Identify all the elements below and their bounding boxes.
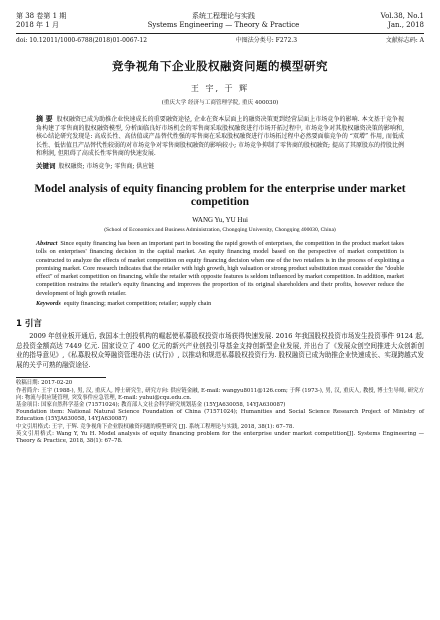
abstract-en-label: Abstract xyxy=(36,239,58,247)
volume-issue-cn: 第 38 卷第 1 期 xyxy=(16,12,67,20)
document-code: 文献标志码: A xyxy=(385,37,424,44)
footnotes xyxy=(16,380,424,445)
footnote-divider xyxy=(16,377,106,378)
header-divider xyxy=(16,33,424,34)
introduction-paragraph: 2009 年创业板开通后, 我国本土创投机构的崛起使私募股权投资市场获得快速发展. 2016 年我国股权投资市场发生投资事件 9124 起, 总投资金额高达 7449 亿元. 国家设立了 400 亿元的新兴产业创投引导基金支持创新型企业发展, 并出台了《发展众创空间推进大众创新创业的指导意见》,《私募股权众筹融资管理办法 (试行)》, 以推动和规范私募股权投资行为. 股权融资已成为助推企业快速成长、实现跨越式发展的关乎可熟的融资途径. xyxy=(16,332,424,369)
footnote-cite-en: 英文引用格式: Wang Y, Yu H. Model analysis of equity financing problem for the enterprise under market competition[J]. Systems Engineering — Theory & Practice, 2018, 38(1): 67–78. xyxy=(16,430,424,445)
title-cn: 竞争视角下企业股权融资问题的模型研究 xyxy=(112,59,328,73)
authors-en: WANG Yu, YU Hui xyxy=(192,215,248,224)
doi: doi: 10.12011/1000-6788(2018)01-0067-12 xyxy=(16,37,148,44)
journal-name-cn: 系统工程理论与实践 xyxy=(191,12,255,20)
date-en: Jan., 2018 xyxy=(388,21,424,29)
affiliation-en: (School of Economics and Business Administration, Chongqing University, Chongqing 400030, China) xyxy=(104,226,336,233)
affiliation-cn: (重庆大学 经济与工商管理学院, 重庆 400030) xyxy=(161,100,279,106)
volume-issue-en: Vol.38, No.1 xyxy=(380,12,424,20)
keywords-cn-label: 关键词 xyxy=(36,161,56,170)
keywords-en xyxy=(36,300,404,308)
abstract-en-text: Since equity financing has been an important part in boosting the rapid growth of enterprises, the competition in the product market takes tolls on enterprises' financing decision in the capital market. An equity financing model based on the perspective of market competition is constructed to analyze the effects of market competition on equity financing decision when one of the two retailers is in the process of exploiting a promising market. Core research indicates that the retailer with high growth, high valuation or strong product substitution must consider the "double effect" of market competition on financing, while the retailer with opposite features is seldom influenced by market competition. In addition, market competition restrains the retailer's equity financing and improves the proportion of its original shareholders and their profits, however reduce the development of high growth retailer. xyxy=(36,239,404,297)
clc-number: 中图法分类号: F272.3 xyxy=(235,37,298,44)
keywords-cn xyxy=(36,162,404,171)
footnote-cite-cn: 中文引用格式: 王宇, 于辉. 竞争视角下企业股权融资问题的模型研究 [J]. 系统工程理论与实践, 2018, 38(1): 67–78. xyxy=(16,423,295,430)
date-cn: 2018 年 1 月 xyxy=(16,21,59,29)
abstract-cn-label: 摘 要 xyxy=(36,115,53,123)
footnote-author-bio: 作者简介: 王宇 (1988-), 男, 汉, 重庆人, 博士研究生, 研究方向: 供应链金融, E-mail: wangyu8011@126.com; 于辉 (1973-), 男, 汉, 重庆人, 教授, 博士生导师, 研究方向: 物流与供应链管理, 突发事件应急管理, E-mail: yuhui@cqu.edu.cn. xyxy=(16,387,424,401)
journal-name-en: Systems Engineering — Theory & Practice xyxy=(147,21,300,29)
authors-cn: 王 宇, 于 辉 xyxy=(190,84,250,93)
title-en: Model analysis of equity financing problem for the enterprise under market competition xyxy=(34,182,406,208)
abstract-cn xyxy=(36,115,404,159)
abstract-cn-text: 股权融资已成为助推企业快速成长的重要融资途径, 企业在资本层面上的融资决策更到经营层面上市场竞争的影响. 本文基于竞争视角构建了零售商的股权融资模型, 分析面临良好市场机会的零售商采取股权融资进行市场开拓过程中, 市场竞争对其股权融资决策的影响和, 核心结论研究发现是: 高成长性、高估值或产品替代性强的零售商在采取股权融资进行市场拓过程中必然要面临竞争的 “双增” 作用, 而低成长性、低估值且产品替代性较弱的对市场竞争对零售商股权融资的影响较小; 市场竞争抑制了零售商的股权融资; 提高了其原股东的持股比例和利润, 但阻碍了高成长性零售商的快速发展. xyxy=(36,116,404,158)
keywords-en-text: equity financing; market competition; retailer; supply chain xyxy=(63,300,212,308)
section-heading-introduction: 1 引言 xyxy=(16,319,42,330)
keywords-cn-text: 股权融资; 市场竞争; 零售商; 供应链 xyxy=(58,162,155,170)
footnote-received: 收稿日期: 2017-02-20 xyxy=(16,380,73,387)
article-meta xyxy=(16,37,424,45)
footnote-fund-cn: 基金项目: 国家自然科学基金 (71571024); 教育部人文社会科学研究规划基金 (15YJA630058, 14YJA630087) xyxy=(16,402,286,409)
keywords-en-label: Keywords xyxy=(36,300,61,308)
running-header xyxy=(16,12,424,30)
footnote-fund-en: Foundation item: National Natural Science Foundation of China (71571024); Humanities and Social Science Research Project of Ministry of Education (15YJA630058, 14YJA630087) xyxy=(16,409,424,423)
abstract-en xyxy=(36,240,404,298)
